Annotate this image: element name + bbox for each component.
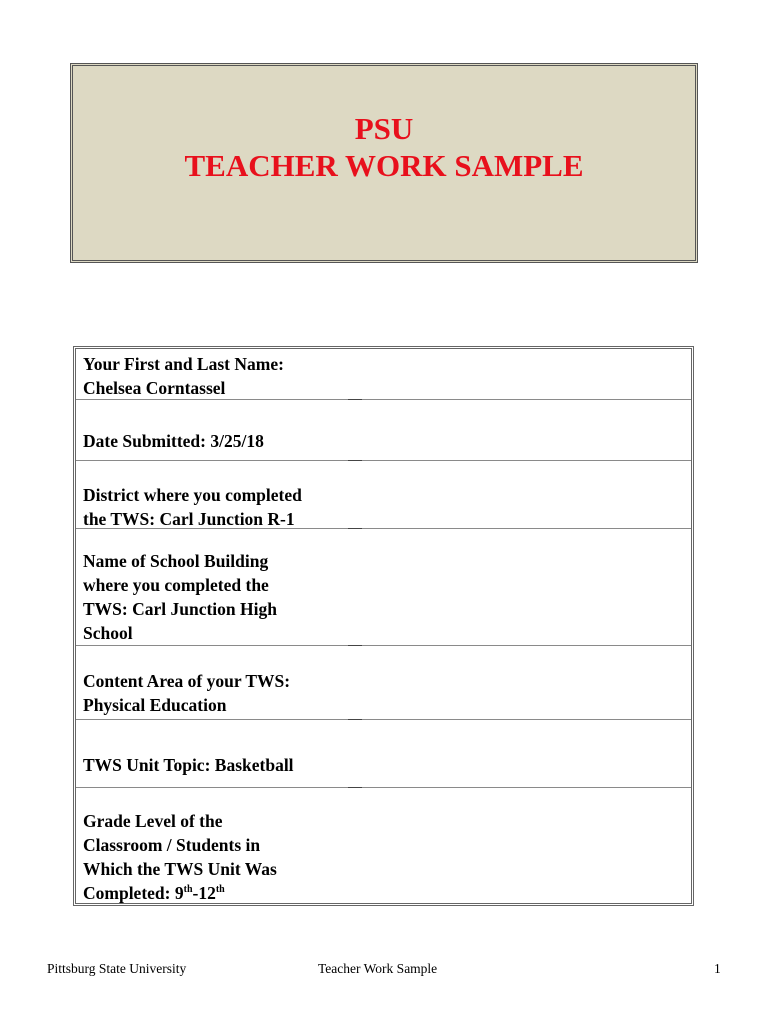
row-tick xyxy=(348,645,362,646)
row-topic xyxy=(76,720,691,788)
district-line-2: the TWS: Carl Junction R-1 xyxy=(83,509,295,529)
row-school xyxy=(76,529,691,646)
date-field: Date Submitted: 3/25/18 xyxy=(83,431,264,451)
grade-line-4 xyxy=(83,881,353,905)
title-psu: PSU xyxy=(354,111,414,146)
school-field xyxy=(83,549,353,645)
school-line-4: School xyxy=(83,623,133,643)
row-name xyxy=(76,349,691,400)
title-teacher-work-sample: TEACHER WORK SAMPLE xyxy=(184,148,584,183)
row-date xyxy=(76,400,691,461)
content-label: Content Area of your TWS: xyxy=(83,671,291,691)
grade-sup-2: th xyxy=(215,884,225,896)
footer-title: Teacher Work Sample xyxy=(318,961,438,976)
footer-page-number: 1 xyxy=(714,961,721,976)
grade-dash: -12 xyxy=(192,883,216,903)
row-district xyxy=(76,461,691,529)
grade-line-1: Grade Level of the xyxy=(83,811,223,831)
grade-prefix: Completed: 9 xyxy=(83,883,184,903)
school-line-3: TWS: Carl Junction High xyxy=(83,599,277,619)
district-line-1: District where you completed xyxy=(83,485,302,505)
school-line-1: Name of School Building xyxy=(83,551,269,571)
row-content-area xyxy=(76,646,691,720)
topic-field: TWS Unit Topic: Basketball xyxy=(83,755,294,775)
info-table xyxy=(73,346,694,906)
title-box xyxy=(70,63,698,263)
grade-line-2: Classroom / Students in xyxy=(83,835,261,855)
name-label: Your First and Last Name: xyxy=(83,354,284,374)
content-field xyxy=(83,669,353,717)
row-grade-level xyxy=(76,788,691,903)
row-tick xyxy=(348,719,362,720)
row-tick xyxy=(348,787,362,788)
row-tick xyxy=(348,528,362,529)
name-value: Chelsea Corntassel xyxy=(83,378,226,398)
footer-university: Pittsburg State University xyxy=(47,961,187,976)
row-tick xyxy=(348,460,362,461)
content-value: Physical Education xyxy=(83,695,227,715)
grade-sup-1: th xyxy=(183,884,193,896)
school-line-2: where you completed the xyxy=(83,575,269,595)
grade-line-3: Which the TWS Unit Was xyxy=(83,859,277,879)
district-field xyxy=(83,483,353,531)
row-tick xyxy=(348,399,362,400)
grade-field xyxy=(83,809,353,905)
name-field xyxy=(83,352,353,400)
